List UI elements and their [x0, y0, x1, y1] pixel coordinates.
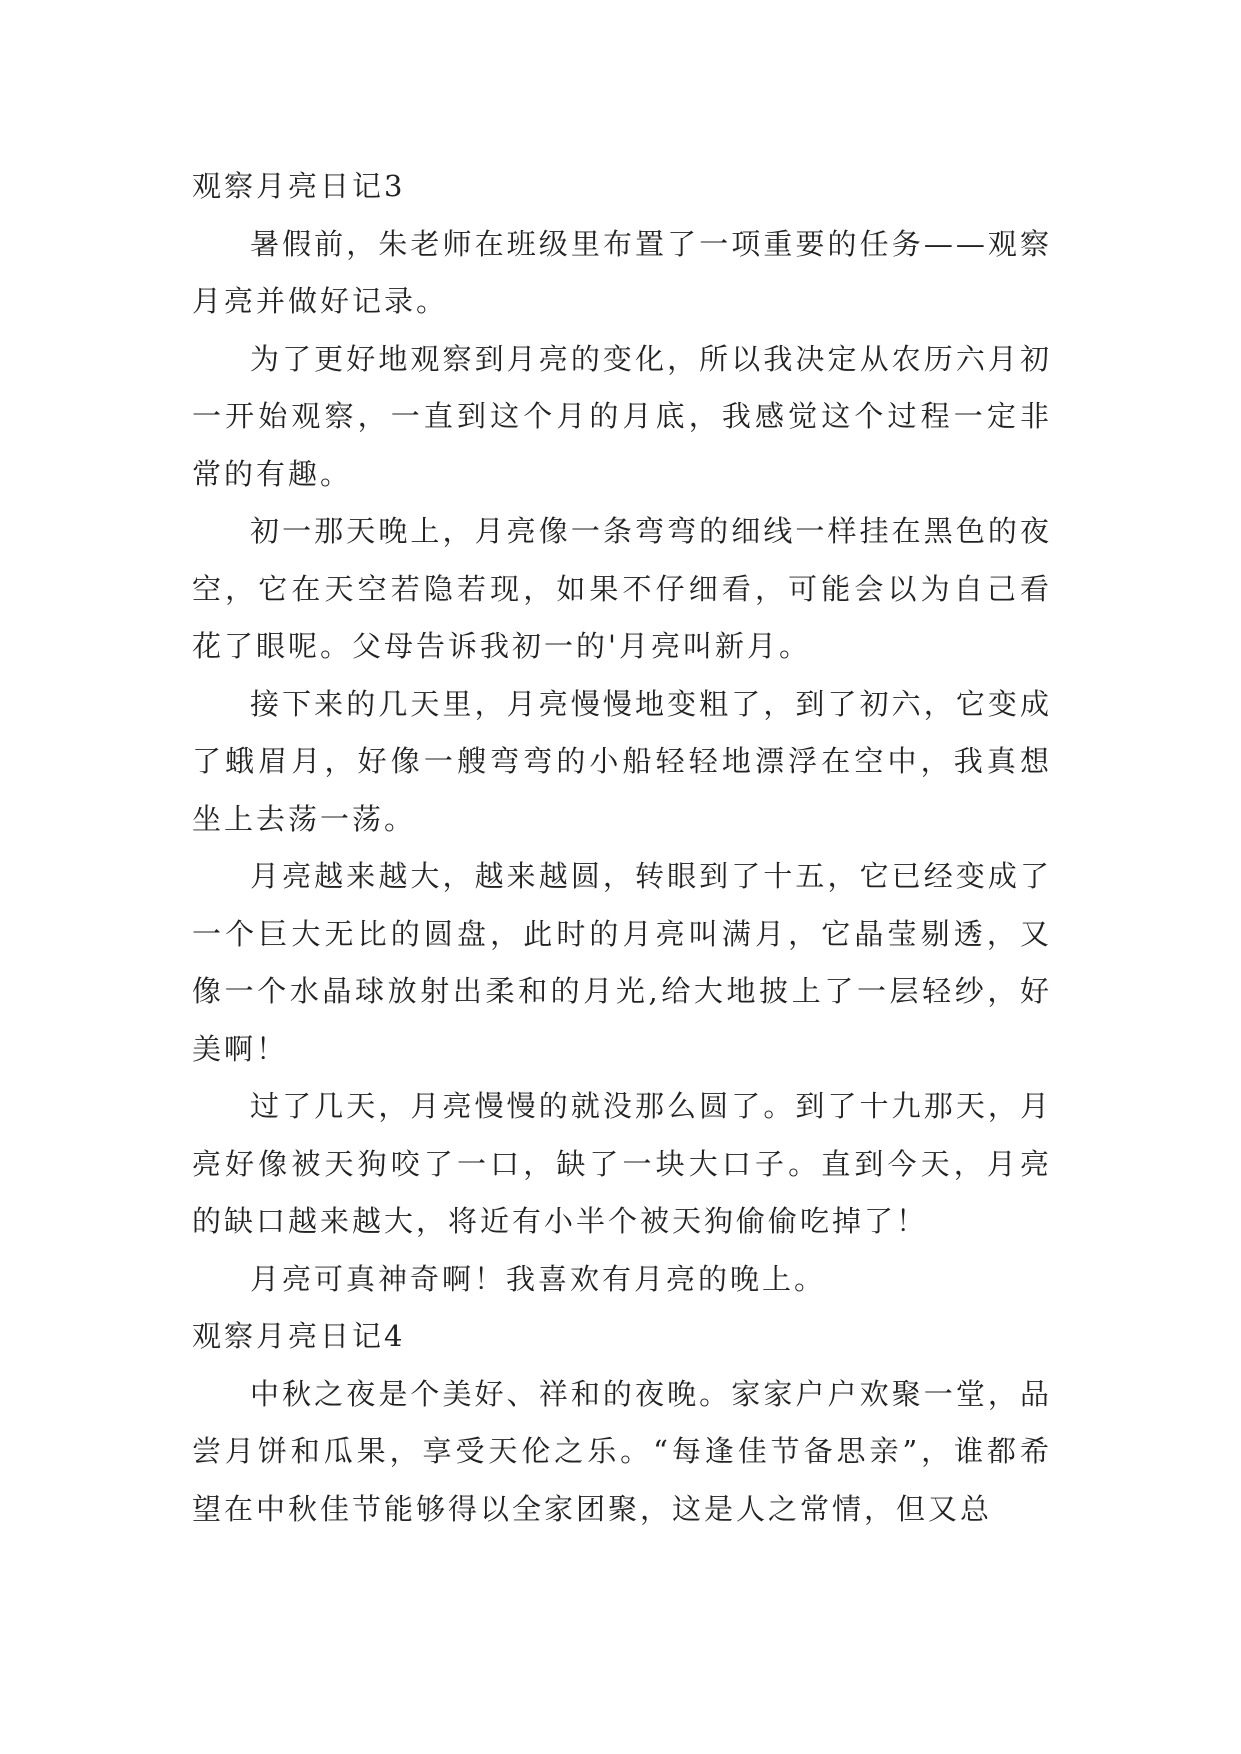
- paragraph: 为了更好地观察到月亮的变化，所以我决定从农历六月初一开始观察，一直到这个月的月底，我感觉这个过程一定非常的有趣。: [192, 341, 1052, 491]
- section-title-3: 观察月亮日记3: [192, 169, 406, 203]
- paragraph: 月亮可真神奇啊！我喜欢有月亮的晚上。: [250, 1261, 827, 1296]
- paragraph: 月亮越来越大，越来越圆，转眼到了十五，它已经变成了一个巨大无比的圆盘，此时的月亮叫满月，它晶莹剔透，又像一个水晶球放射出柔和的月光,给大地披上了一层轻纱，好美啊！: [192, 859, 1052, 1066]
- paragraph: 接下来的几天里，月亮慢慢地变粗了，到了初六，它变成了蛾眉月，好像一艘弯弯的小船轻轻地漂浮在空中，我真想坐上去荡一荡。: [192, 686, 1052, 836]
- paragraph: 初一那天晚上，月亮像一条弯弯的细线一样挂在黑色的夜空，它在天空若隐若现，如果不仔细看，可能会以为自己看花了眼呢。父母告诉我初一的'月亮叫新月。: [192, 514, 1052, 663]
- paragraph: 过了几天，月亮慢慢的就没那么圆了。到了十九那天，月亮好像被天狗咬了一口，缺了一块大口子。直到今天，月亮的缺口越来越大，将近有小半个被天狗偷偷吃掉了！: [192, 1089, 1052, 1238]
- document-body: [192, 158, 1052, 1538]
- paragraph: 中秋之夜是个美好、祥和的夜晚。家家户户欢聚一堂，品尝月饼和瓜果，享受天伦之乐。“每逢佳节备思亲”，谁都希望在中秋佳节能够得以全家团聚，这是人之常情，但又总: [192, 1376, 1052, 1526]
- section-title-4: 观察月亮日记4: [192, 1319, 406, 1353]
- paragraph: 暑假前，朱老师在班级里布置了一项重要的任务——观察月亮并做好记录。: [192, 226, 1052, 318]
